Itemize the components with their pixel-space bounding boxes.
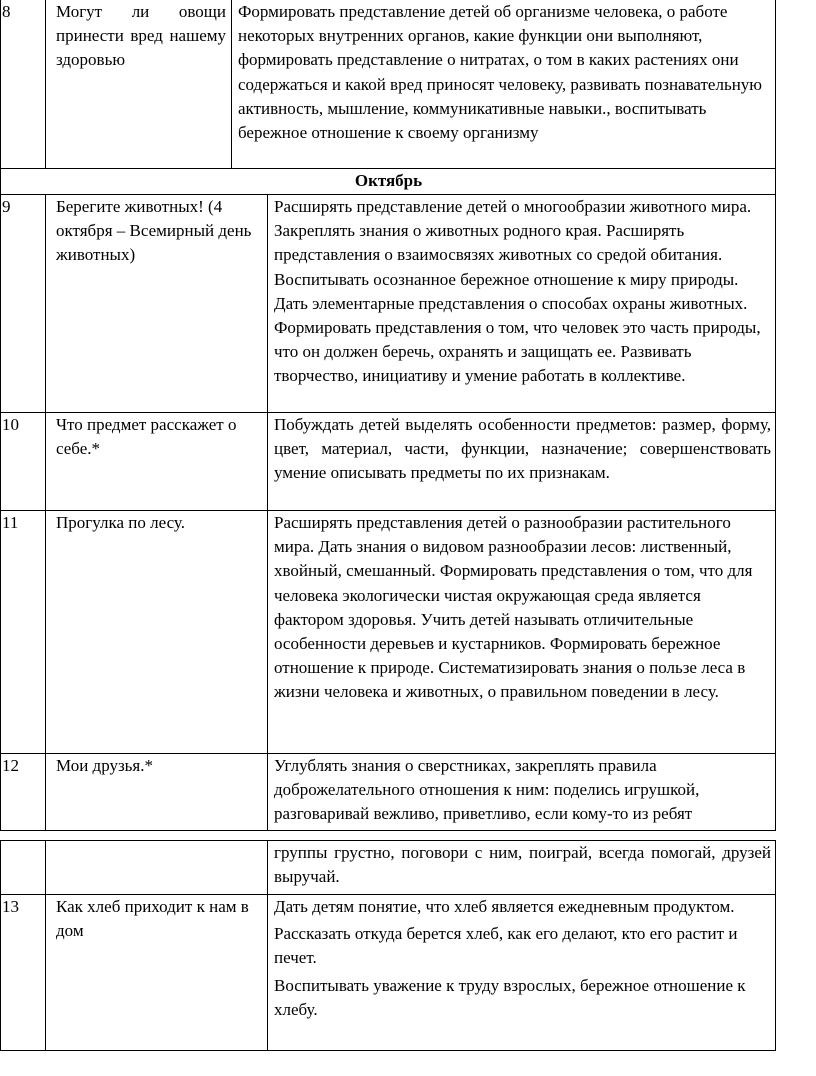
row-topic: Могут ли овощи принести вред нашему здоровью xyxy=(45,0,231,168)
table-row xyxy=(1,0,775,168)
goal-paragraph: Дать детям понятие, что хлеб является ежедневным продуктом. xyxy=(274,897,735,916)
row-goal: Формировать представление детей об организме человека, о работе некоторых внутренних органов, какие функции они выполняют, формировать представление о нитратах, о том в каких растениях они содержаться и какой вред приносят человеку, развивать познавательную активность, мышление, коммуникативные навыки., воспитывать бережное отношение к своему организму xyxy=(231,0,775,168)
table-row xyxy=(1,894,775,1050)
table-row xyxy=(1,194,775,412)
row-topic: Мои друзья.* xyxy=(45,754,267,830)
row-number: 8 xyxy=(2,2,11,21)
row-topic: Прогулка по лесу. xyxy=(45,511,267,753)
row-goal: Расширять представление детей о многообразии животного мира. Закреплять знания о животных родного края. Расширять представления о взаимосвязях животных со средой обитания. Воспитывать осознанное бережное отношение к миру природы. Дать элементарные представления о способах охраны животных. Формировать представления о том, что человек это часть природы, что он должен беречь, охранять и защищать ее. Развивать творчество, инициативу и умение работать в коллективе. xyxy=(267,195,775,412)
row-number: 11 xyxy=(2,513,19,532)
row-goal: Углублять знания о сверстниках, закреплять правила доброжелательного отношения к ним: поделись игрушкой, разговаривай вежливо, приветливо, если кому-то из ребят xyxy=(267,754,775,830)
table-row xyxy=(1,412,775,510)
row-topic xyxy=(45,841,267,894)
row-number: 9 xyxy=(2,197,11,216)
month-header-row xyxy=(1,168,775,194)
goal-paragraph: Воспитывать уважение к труду взрослых, бережное отношение к хлебу. xyxy=(274,975,746,1019)
table-row xyxy=(1,753,775,830)
table-row xyxy=(1,841,775,894)
row-number xyxy=(1,841,45,894)
row-goal: Побуждать детей выделять особенности предметов: размер, форму, цвет, материал, части, функции, назначение; совершенствовать умение описывать предметы по их признакам. xyxy=(267,413,775,510)
goal-paragraph: Рассказать откуда берется хлеб, как его делают, кто его растит и печет. xyxy=(274,924,738,968)
month-heading: Октябрь xyxy=(354,171,423,190)
curriculum-table-continued xyxy=(0,840,776,1051)
table-row xyxy=(1,510,775,753)
row-number: 10 xyxy=(2,415,19,434)
row-topic: Как хлеб приходит к нам в дом xyxy=(45,895,267,1050)
row-goal: группы грустно, поговори с ним, поиграй, всегда помогай, друзей выручай. xyxy=(267,841,775,894)
row-topic: Берегите животных! (4 октября – Всемирный день животных) xyxy=(45,195,267,412)
row-number: 13 xyxy=(2,897,19,916)
row-number: 12 xyxy=(2,756,19,775)
row-topic: Что предмет расскажет о себе.* xyxy=(45,413,267,510)
row-goal: Расширять представления детей о разнообразии растительного мира. Дать знания о видовом разнообразии лесов: лиственный, хвойный, смешанный. Формировать представления о том, что для человека экологически чистая окружающая среда является фактором здоровья. Учить детей называть отличительные особенности деревьев и кустарников. Формировать бережное отношение к природе. Систематизировать знания о пользе леса в жизни человека и животных, о правильном поведении в лесу. xyxy=(267,511,775,753)
row-goal xyxy=(267,895,775,1050)
